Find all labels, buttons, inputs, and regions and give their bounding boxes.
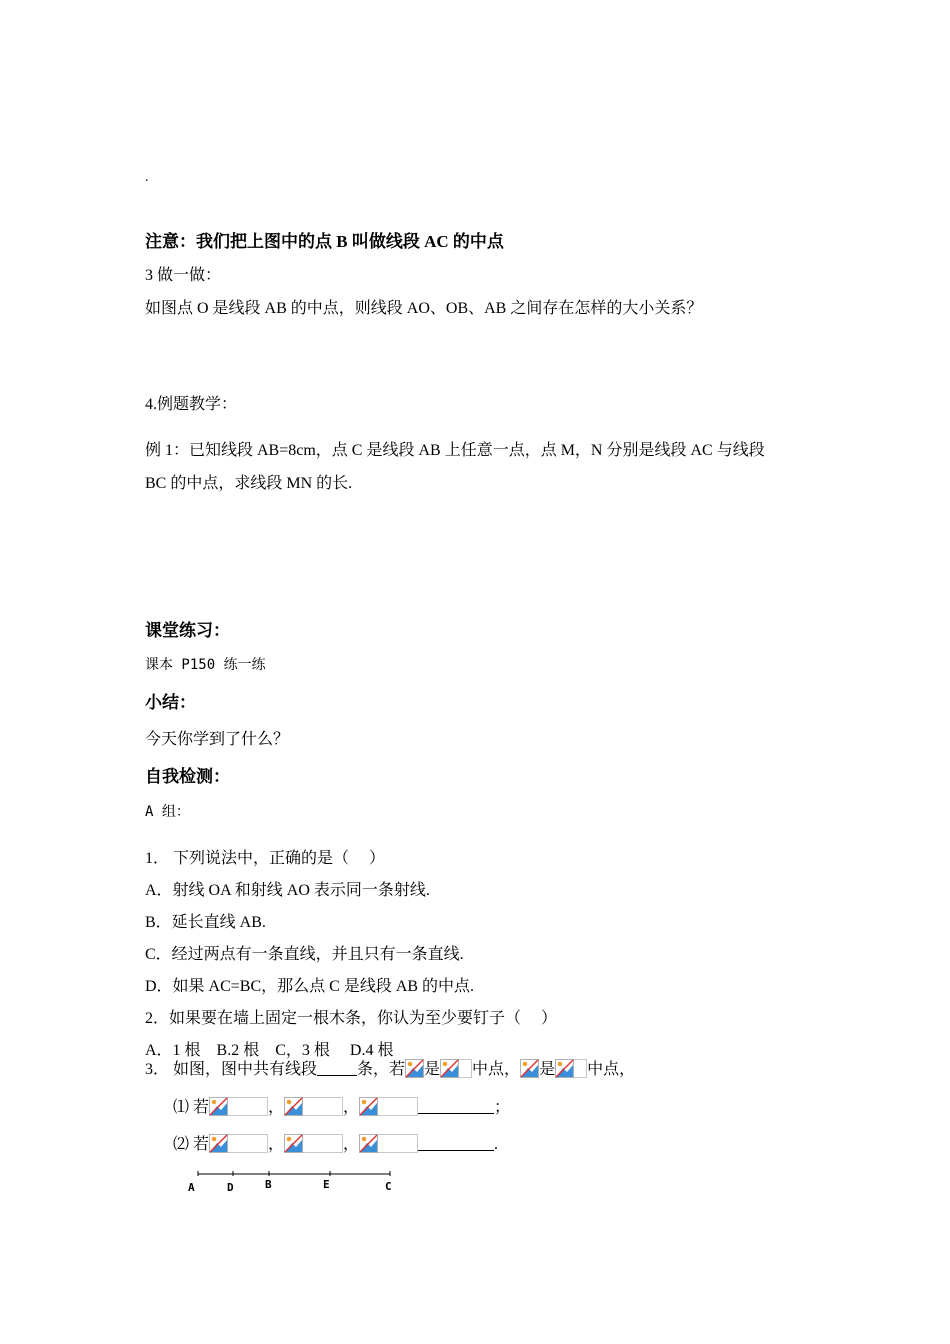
q3-text-5: 是 xyxy=(539,1061,556,1078)
answer-blank xyxy=(418,1136,494,1151)
q3-text-6: 中点， xyxy=(587,1061,636,1078)
selftest-heading: 自我检测： xyxy=(145,767,230,787)
q1-option-a: A．射线 OA 和射线 AO 表示同一条射线. xyxy=(145,882,430,899)
sub1-end: ； xyxy=(494,1099,511,1116)
broken-image-icon xyxy=(359,1134,378,1153)
broken-image-icon xyxy=(405,1059,424,1078)
point-label-e: E xyxy=(323,1178,330,1191)
broken-image-icon xyxy=(284,1134,303,1153)
image-frame xyxy=(228,1097,268,1116)
sub1-prefix: ⑴ 若 xyxy=(173,1099,210,1116)
image-frame xyxy=(574,1059,587,1078)
image-frame xyxy=(378,1097,418,1116)
point-label-c: C xyxy=(385,1180,392,1193)
q1-option-b: B．延长直线 AB. xyxy=(145,914,266,931)
point-label-a: A xyxy=(188,1181,195,1194)
note-heading: 注意：我们把上图中的点 B 叫做线段 AC 的中点 xyxy=(145,232,504,251)
segment-diagram xyxy=(180,1166,410,1200)
image-frame xyxy=(378,1134,418,1153)
q3-text-1: 3． 如图，图中共有线段 xyxy=(145,1061,318,1078)
broken-image-icon xyxy=(359,1097,378,1116)
practice-text: 课本 P150 练一练 xyxy=(145,657,266,673)
q2-options: A．1 根 B.2 根 C，3 根 D.4 根 xyxy=(145,1042,394,1059)
comma: ， xyxy=(268,1136,285,1153)
section3-question: 如图点 O 是线段 AB 的中点，则线段 AO、OB、AB 之间存在怎样的大小关系？ xyxy=(145,300,703,317)
point-label-b: B xyxy=(265,1178,272,1191)
image-frame xyxy=(303,1097,343,1116)
image-frame xyxy=(459,1059,472,1078)
q2-stem: 2．如果要在墙上固定一根木条，你认为至少要钉子（ ） xyxy=(145,1010,558,1027)
image-frame xyxy=(228,1134,268,1153)
sub2-prefix: ⑵ 若 xyxy=(173,1136,210,1153)
image-frame xyxy=(303,1134,343,1153)
section4-title: 4.例题教学： xyxy=(145,396,238,413)
broken-image-icon xyxy=(440,1059,459,1078)
broken-image-icon xyxy=(555,1059,574,1078)
answer-blank xyxy=(418,1099,494,1114)
broken-image-icon xyxy=(209,1097,228,1116)
summary-text: 今天你学到了什么？ xyxy=(145,731,290,748)
sub2-end: . xyxy=(494,1136,499,1153)
point-label-d: D xyxy=(227,1181,234,1194)
summary-heading: 小结： xyxy=(145,693,196,713)
q3-line xyxy=(145,1056,635,1079)
q1-option-c: C．经过两点有一条直线，并且只有一条直线. xyxy=(145,946,464,963)
section3-title: 3 做一做： xyxy=(145,267,222,284)
q3-sub1 xyxy=(173,1094,510,1117)
stray-dot: . xyxy=(145,170,149,185)
broken-image-icon xyxy=(209,1134,228,1153)
group-a-label: A 组： xyxy=(145,804,190,820)
comma: ， xyxy=(343,1099,360,1116)
q1-option-d: D．如果 AC=BC，那么点 C 是线段 AB 的中点. xyxy=(145,978,475,995)
comma: ， xyxy=(268,1099,285,1116)
q3-sub2 xyxy=(173,1131,498,1154)
q3-text-4: 中点， xyxy=(472,1061,521,1078)
broken-image-icon xyxy=(284,1097,303,1116)
q3-text-2: 条，若 xyxy=(357,1061,406,1078)
q3-text-3: 是 xyxy=(424,1061,441,1078)
q3-count-blank xyxy=(317,1061,357,1076)
broken-image-icon xyxy=(520,1059,539,1078)
practice-heading: 课堂练习： xyxy=(145,621,230,641)
example1-line1: 例 1：已知线段 AB=8cm，点 C 是线段 AB 上任意一点，点 M，N 分别是线段 AC 与线段 xyxy=(145,442,765,459)
example1-line2: BC 的中点，求线段 MN 的长. xyxy=(145,475,353,492)
q1-stem: 1． 下列说法中，正确的是（ ） xyxy=(145,850,386,867)
comma: ， xyxy=(343,1136,360,1153)
